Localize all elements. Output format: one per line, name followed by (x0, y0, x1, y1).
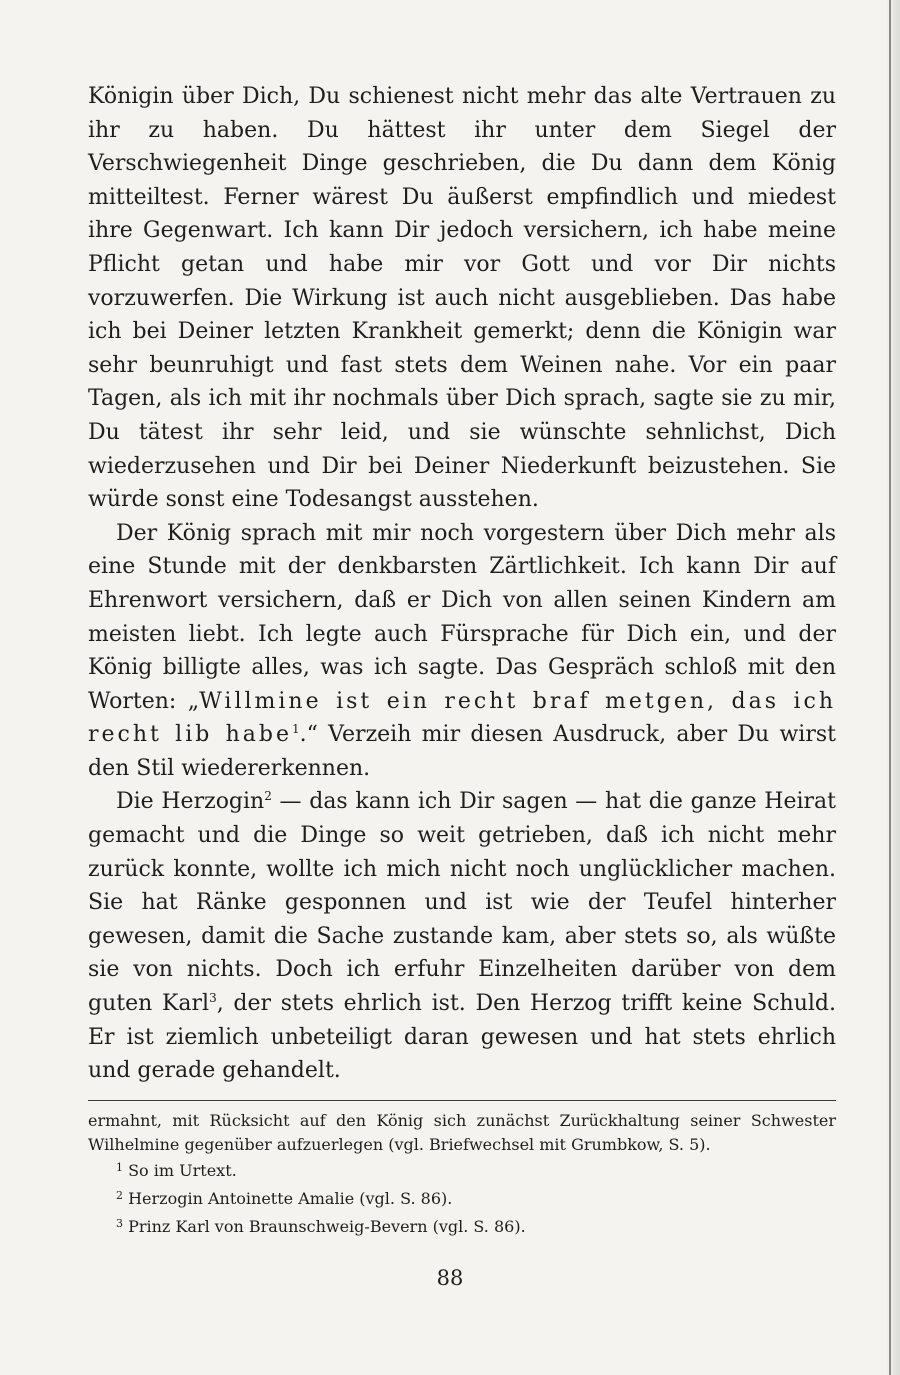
footnote-1-number: 1 (116, 1160, 123, 1174)
paragraph-3-end: , der stets ehrlich ist. Den Herzog trifft keine Schuld. Er ist ziemlich unbeteiligt daran gewesen und hat stets ehrlich und gerade gehandelt. (88, 991, 836, 1084)
paragraph-3-middle: — das kann ich Dir sagen — hat die ganze Heirat gemacht und die Dinge so weit getrieben, daß ich nicht mehr zurück konnte, wollte ich mich nicht noch unglücklicher machen. Sie hat Ränke gesponnen und ist wie der Teufel hinterher gewesen, damit die Sache zustande kam, aber stets so, als wüßte sie von nichts. Doch ich erfuhr Einzelheiten darüber von dem guten Karl (88, 789, 836, 1017)
paragraph-2-after: .“ Verzeih mir diesen Ausdruck, aber Du wirst den Stil wiedererkennen. (88, 722, 836, 781)
footnote-2-text: Herzogin Antoinette Amalie (vgl. S. 86). (128, 1188, 453, 1208)
paragraph-3 (88, 785, 836, 1087)
footnote-ref-2: 2 (264, 789, 272, 804)
page-edge-line (889, 0, 891, 1375)
quoted-letter-text: Willmine ist ein recht braf metgen, das ich recht lib habe (88, 688, 836, 748)
footnotes (88, 1109, 836, 1241)
footnote-3-text: Prinz Karl von Braunschweig-Bevern (vgl. S. 86). (128, 1216, 526, 1236)
footnote-ref-1: 1 (292, 722, 300, 737)
paragraph-2 (88, 517, 836, 786)
footnote-3-number: 3 (116, 1216, 123, 1230)
paragraph-2-before: Der König sprach mit mir noch vorgestern über Dich mehr als eine Stunde mit der denkbarsten Zärtlichkeit. Ich kann Dir auf Ehrenwort versichern, daß er Dich von allen seinen Kindern am meisten liebt. Ich legte auch Fürsprache für Dich ein, und der König billigte alles, was ich sagte. Das Gespräch schloß mit den Worten: „ (88, 520, 836, 714)
paragraph-1-text: Königin über Dich, Du schienest nicht mehr das alte Vertrauen zu ihr zu haben. Du hättest ihr unter dem Siegel der Verschwiegenheit Dinge geschrieben, die Du dann dem König mitteiltest. Ferner wärest Du äußerst empfindlich und miedest ihre Gegenwart. Ich kann Dir jedoch versichern, ich habe meine Pflicht getan und habe mir vor Gott und vor Dir nichts vorzuwerfen. Die Wirkung ist auch nicht ausgeblieben. Das habe ich bei Deiner letzten Krankheit gemerkt; denn die Königin war sehr beunruhigt und fast stets dem Weinen nahe. Vor ein paar Tagen, als ich mit ihr nochmals über Dich sprach, sagte sie zu mir, Du tätest ihr sehr leid, und sie wünschte sehnlichst, Dich wiederzusehen und Dir bei Deiner Niederkunft beizustehen. Sie würde sonst eine Todesangst ausstehen. (88, 84, 836, 513)
footnote-1 (88, 1157, 836, 1185)
footnote-2-number: 2 (116, 1188, 123, 1202)
book-page (88, 80, 836, 1241)
footnote-2 (88, 1185, 836, 1213)
footnote-3 (88, 1213, 836, 1241)
page-number: 88 (436, 1266, 464, 1290)
paragraph-1 (88, 80, 836, 517)
footnote-divider (88, 1100, 836, 1101)
footnote-continuation: ermahnt, mit Rücksicht auf den König sich zunächst Zurückhaltung seiner Schwester Wilhelmine gegenüber aufzuerlegen (vgl. Briefwechsel mit Grumbkow, S. 5). (88, 1110, 836, 1154)
main-text (88, 80, 836, 1088)
footnote-ref-3: 3 (209, 991, 217, 1006)
paragraph-3-start: Die Herzogin (116, 789, 265, 815)
footnote-1-text: So im Urtext. (128, 1160, 237, 1180)
